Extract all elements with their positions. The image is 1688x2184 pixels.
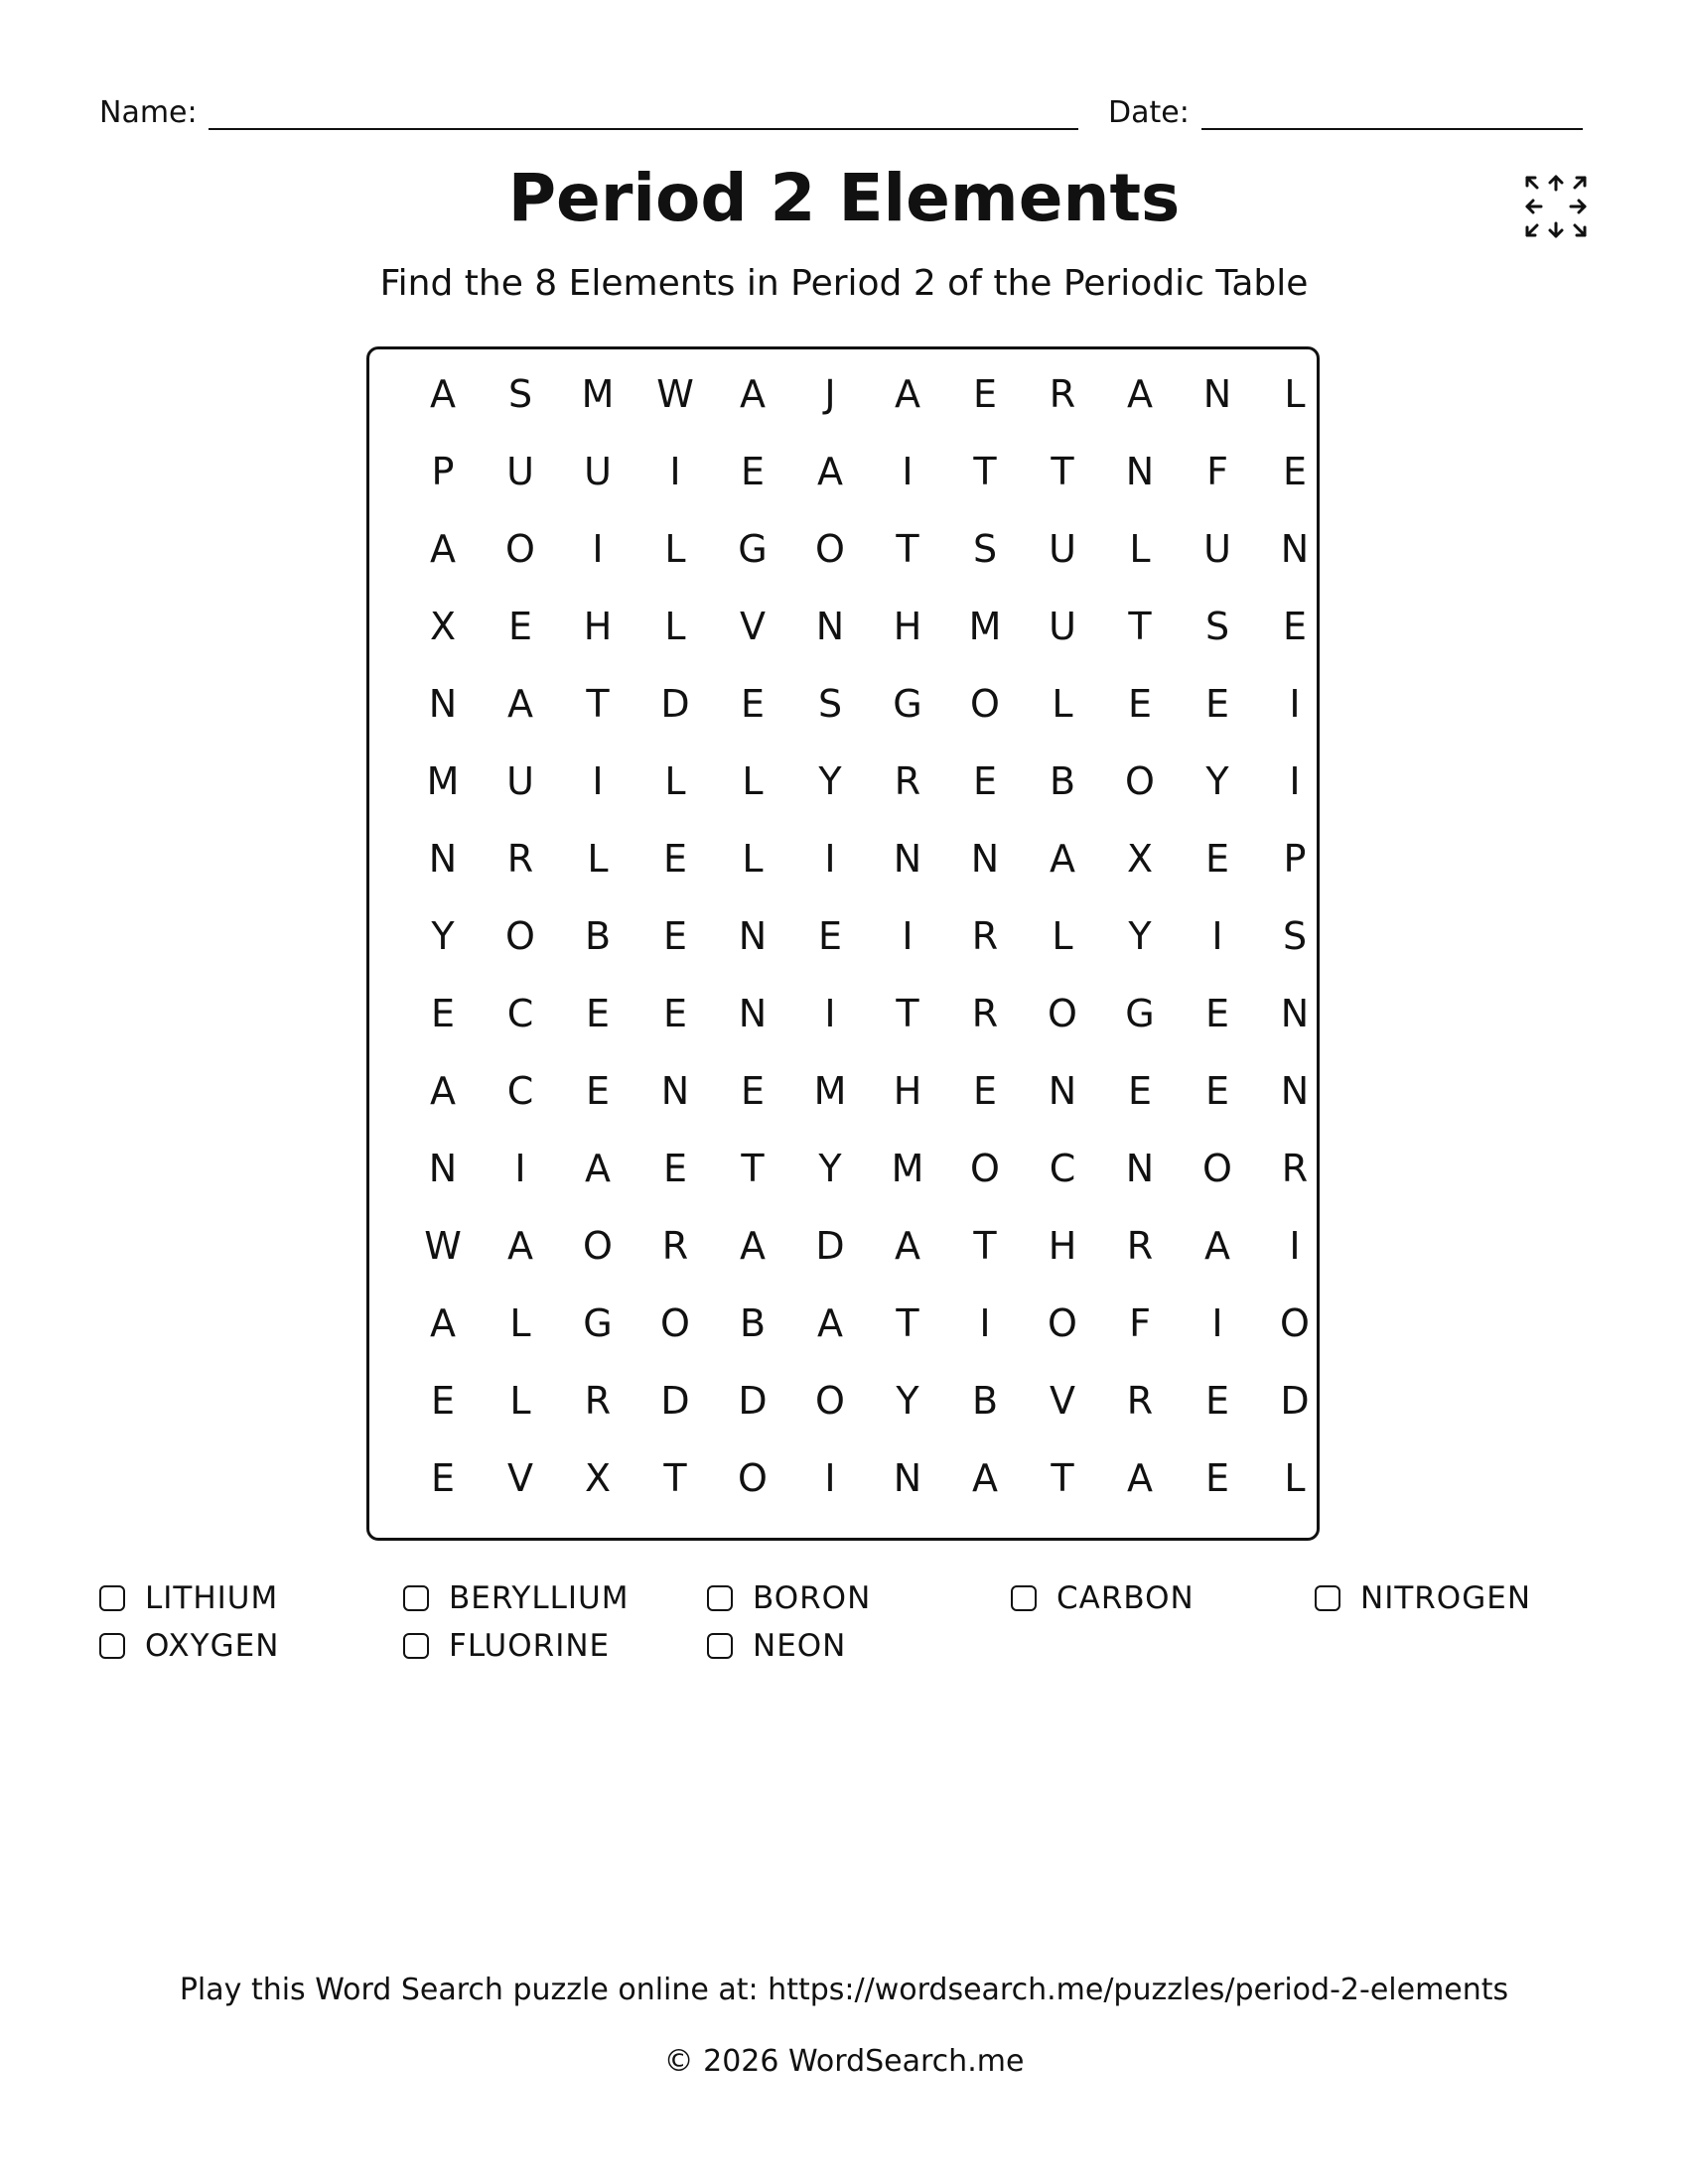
grid-cell[interactable]: S (1282, 914, 1308, 958)
grid-cell[interactable]: U (1049, 605, 1076, 648)
grid-cell[interactable]: N (1280, 992, 1310, 1035)
grid-cell[interactable]: O (505, 914, 535, 958)
grid-cell[interactable]: I (824, 992, 836, 1035)
grid-cell[interactable]: U (584, 450, 612, 493)
grid-cell[interactable]: O (970, 1147, 1000, 1190)
grid-cell[interactable]: T (1051, 1456, 1074, 1500)
grid-cell[interactable]: G (583, 1301, 613, 1345)
grid-cell[interactable]: E (1127, 1069, 1152, 1113)
grid-cell[interactable]: O (1125, 759, 1155, 803)
grid-cell[interactable]: C (506, 992, 534, 1035)
grid-cell[interactable]: N (1202, 372, 1232, 416)
grid-cell[interactable]: Y (431, 914, 455, 958)
grid-cell[interactable]: E (430, 992, 455, 1035)
date-label: Date: (1108, 95, 1190, 130)
grid-cell[interactable]: U (1049, 527, 1076, 571)
grid-cell[interactable]: S (507, 372, 533, 416)
grid-cell[interactable]: A (895, 1224, 920, 1268)
grid-cell[interactable]: E (1282, 450, 1307, 493)
grid-cell[interactable]: E (507, 605, 532, 648)
grid-cell[interactable]: E (662, 992, 687, 1035)
grid-cell[interactable]: R (894, 759, 921, 803)
word-list (99, 1580, 1609, 1664)
grid-cell[interactable]: T (973, 450, 997, 493)
grid-cell[interactable]: W (424, 1224, 462, 1268)
grid-cell[interactable]: E (585, 1069, 610, 1113)
word-label: LITHIUM (145, 1580, 279, 1616)
grid-cell[interactable]: U (506, 759, 534, 803)
word-label: BORON (753, 1580, 872, 1616)
letter-grid[interactable] (404, 355, 1310, 1517)
grid-cell[interactable]: E (1282, 605, 1307, 648)
grid-cell[interactable]: A (1127, 372, 1153, 416)
grid-cell[interactable]: H (893, 605, 922, 648)
grid-cell[interactable]: I (1289, 759, 1301, 803)
grid-cell[interactable]: N (1125, 1147, 1155, 1190)
grid-cell[interactable]: I (669, 450, 681, 493)
grid-cell[interactable]: O (505, 527, 535, 571)
grid-cell[interactable]: I (824, 1456, 836, 1500)
grid-cell[interactable]: H (583, 605, 613, 648)
grid-cell[interactable]: D (815, 1224, 845, 1268)
grid-cell[interactable]: W (656, 372, 694, 416)
grid-cell[interactable]: A (1050, 837, 1075, 881)
grid-cell[interactable]: T (896, 527, 919, 571)
grid-cell[interactable]: T (896, 1301, 919, 1345)
letter-grid-frame (366, 346, 1320, 1541)
grid-cell[interactable]: I (1211, 914, 1223, 958)
grid-cell[interactable]: N (738, 914, 768, 958)
grid-cell[interactable]: S (1204, 605, 1230, 648)
grid-cell[interactable]: M (968, 605, 1002, 648)
grid-cell[interactable]: T (1128, 605, 1152, 648)
grid-cell[interactable]: O (1280, 1301, 1310, 1345)
word-checkbox[interactable] (99, 1633, 125, 1659)
grid-cell[interactable]: T (586, 682, 610, 726)
grid-cell[interactable]: R (584, 1379, 612, 1423)
word-item[interactable] (99, 1580, 403, 1616)
grid-cell[interactable]: H (1048, 1224, 1077, 1268)
grid-cell[interactable]: E (1204, 1456, 1229, 1500)
grid-cell[interactable]: E (972, 1069, 997, 1113)
grid-cell[interactable]: X (584, 1456, 612, 1500)
eight-direction-arrows-icon (1523, 174, 1589, 239)
grid-cell[interactable]: E (740, 450, 765, 493)
grid-cell[interactable]: R (506, 837, 534, 881)
grid-cell[interactable]: O (583, 1224, 613, 1268)
grid-cell[interactable]: N (815, 605, 845, 648)
grid-cell[interactable]: I (592, 527, 604, 571)
grid-cell[interactable]: E (430, 1456, 455, 1500)
grid-cell[interactable]: D (1280, 1379, 1310, 1423)
grid-cell[interactable]: N (1280, 1069, 1310, 1113)
grid-cell[interactable]: O (1048, 1301, 1077, 1345)
grid-cell[interactable]: C (506, 1069, 534, 1113)
grid-cell[interactable]: S (817, 682, 843, 726)
grid-cell[interactable]: J (824, 372, 836, 416)
grid-cell[interactable]: M (813, 1069, 847, 1113)
grid-cell[interactable]: D (660, 1379, 690, 1423)
grid-cell[interactable]: R (971, 992, 999, 1035)
grid-cell[interactable]: P (1283, 837, 1307, 881)
grid-cell[interactable]: E (430, 1379, 455, 1423)
grid-cell[interactable]: X (429, 605, 457, 648)
grid-cell[interactable]: A (507, 1224, 533, 1268)
date-field-line[interactable] (1201, 128, 1583, 130)
grid-cell[interactable]: A (817, 450, 843, 493)
grid-cell[interactable]: I (824, 837, 836, 881)
grid-cell[interactable]: L (1284, 1456, 1306, 1500)
grid-cell[interactable]: A (972, 1456, 998, 1500)
grid-cell[interactable]: O (660, 1301, 690, 1345)
grid-cell[interactable]: F (1206, 450, 1228, 493)
word-label: NITROGEN (1360, 1580, 1532, 1616)
grid-cell[interactable]: N (1280, 527, 1310, 571)
grid-cell[interactable]: L (664, 527, 686, 571)
grid-cell[interactable]: N (428, 837, 458, 881)
grid-cell[interactable]: G (1125, 992, 1155, 1035)
grid-cell[interactable]: O (1048, 992, 1077, 1035)
word-item[interactable] (1315, 1580, 1618, 1616)
grid-cell[interactable]: E (1204, 837, 1229, 881)
word-item[interactable] (403, 1628, 707, 1664)
puzzle-subtitle: Find the 8 Elements in Period 2 of the Periodic Table (379, 263, 1309, 304)
grid-cell[interactable]: M (426, 759, 460, 803)
grid-cell[interactable]: R (1126, 1224, 1154, 1268)
puzzle-title: Period 2 Elements (507, 160, 1181, 236)
grid-cell[interactable]: L (742, 837, 764, 881)
grid-cell[interactable]: L (1129, 527, 1151, 571)
word-checkbox[interactable] (99, 1585, 125, 1611)
grid-cell[interactable]: I (902, 914, 914, 958)
grid-cell[interactable]: L (509, 1301, 531, 1345)
grid-cell[interactable]: I (902, 450, 914, 493)
grid-cell[interactable]: I (514, 1147, 526, 1190)
grid-cell[interactable]: N (428, 1147, 458, 1190)
grid-cell[interactable]: M (891, 1147, 924, 1190)
name-field-line[interactable] (209, 128, 1078, 130)
grid-cell[interactable]: L (509, 1379, 531, 1423)
grid-cell[interactable]: T (1051, 450, 1074, 493)
grid-cell[interactable]: D (738, 1379, 768, 1423)
grid-cell[interactable]: E (972, 759, 997, 803)
grid-cell[interactable]: N (1048, 1069, 1077, 1113)
grid-cell[interactable]: H (893, 1069, 922, 1113)
grid-cell[interactable]: R (971, 914, 999, 958)
grid-cell[interactable]: V (740, 605, 766, 648)
grid-cell[interactable]: Y (818, 1147, 842, 1190)
grid-cell[interactable]: M (581, 372, 615, 416)
grid-cell[interactable]: A (430, 372, 456, 416)
grid-cell[interactable]: R (1126, 1379, 1154, 1423)
grid-cell[interactable]: E (972, 372, 997, 416)
grid-cell[interactable]: O (738, 1456, 768, 1500)
word-label: FLUORINE (449, 1628, 611, 1664)
grid-cell[interactable]: L (1052, 682, 1073, 726)
grid-cell[interactable]: E (1204, 1069, 1229, 1113)
grid-cell[interactable]: U (506, 450, 534, 493)
footer-play-online: Play this Word Search puzzle online at: https://wordsearch.me/puzzles/period-2-elements (179, 1973, 1509, 2007)
grid-cell[interactable]: I (1289, 682, 1301, 726)
grid-cell[interactable]: U (1203, 527, 1231, 571)
grid-cell[interactable]: N (970, 837, 1000, 881)
grid-cell[interactable]: I (592, 759, 604, 803)
grid-cell[interactable]: A (1127, 1456, 1153, 1500)
grid-cell[interactable]: N (660, 1069, 690, 1113)
grid-cell[interactable]: A (895, 372, 920, 416)
grid-cell[interactable]: T (973, 1224, 997, 1268)
grid-cell[interactable]: A (430, 527, 456, 571)
grid-cell[interactable]: E (662, 837, 687, 881)
grid-cell[interactable]: A (817, 1301, 843, 1345)
grid-cell[interactable]: L (742, 759, 764, 803)
grid-cell[interactable]: A (740, 372, 766, 416)
grid-cell[interactable]: I (1289, 1224, 1301, 1268)
grid-cell[interactable]: B (739, 1301, 767, 1345)
word-checkbox[interactable] (403, 1585, 429, 1611)
grid-cell[interactable]: B (584, 914, 612, 958)
word-item[interactable] (1011, 1580, 1315, 1616)
word-item[interactable] (707, 1628, 1011, 1664)
grid-cell[interactable]: V (1050, 1379, 1075, 1423)
word-item[interactable] (403, 1580, 707, 1616)
grid-cell[interactable]: I (979, 1301, 991, 1345)
grid-cell[interactable]: E (1204, 992, 1229, 1035)
grid-cell[interactable]: L (664, 605, 686, 648)
grid-cell[interactable]: O (970, 682, 1000, 726)
word-checkbox[interactable] (1315, 1585, 1340, 1611)
grid-cell[interactable]: E (1127, 682, 1152, 726)
grid-cell[interactable]: A (1204, 1224, 1230, 1268)
grid-cell[interactable]: Y (1128, 914, 1152, 958)
grid-cell[interactable]: R (1281, 1147, 1309, 1190)
grid-cell[interactable]: N (428, 682, 458, 726)
footer-copyright: © 2026 WordSearch.me (663, 2044, 1025, 2079)
grid-cell[interactable]: A (585, 1147, 611, 1190)
grid-cell[interactable]: E (585, 992, 610, 1035)
grid-cell[interactable]: C (1049, 1147, 1076, 1190)
grid-cell[interactable]: R (1049, 372, 1076, 416)
word-label: CARBON (1056, 1580, 1195, 1616)
grid-cell[interactable]: I (1211, 1301, 1223, 1345)
grid-cell[interactable]: N (893, 1456, 922, 1500)
grid-cell[interactable]: L (1284, 372, 1306, 416)
grid-cell[interactable]: O (1202, 1147, 1232, 1190)
grid-cell[interactable]: A (507, 682, 533, 726)
word-label: OXYGEN (145, 1628, 280, 1664)
grid-cell[interactable]: L (1052, 914, 1073, 958)
grid-cell[interactable]: T (896, 992, 919, 1035)
grid-cell[interactable]: V (507, 1456, 533, 1500)
grid-cell[interactable]: F (1129, 1301, 1151, 1345)
word-checkbox[interactable] (403, 1633, 429, 1659)
grid-cell[interactable]: B (1049, 759, 1076, 803)
grid-cell[interactable]: O (815, 1379, 845, 1423)
grid-cell[interactable]: L (664, 759, 686, 803)
grid-cell[interactable]: P (431, 450, 455, 493)
word-checkbox[interactable] (707, 1633, 733, 1659)
grid-cell[interactable]: R (661, 1224, 689, 1268)
grid-cell[interactable]: Y (818, 759, 842, 803)
grid-cell[interactable]: N (1125, 450, 1155, 493)
grid-cell[interactable]: L (587, 837, 609, 881)
grid-cell[interactable]: A (430, 1069, 456, 1113)
name-label: Name: (99, 95, 198, 130)
grid-cell[interactable]: E (662, 914, 687, 958)
grid-cell[interactable]: D (660, 682, 690, 726)
grid-cell[interactable]: N (738, 992, 768, 1035)
grid-cell[interactable]: S (972, 527, 998, 571)
word-checkbox[interactable] (1011, 1585, 1037, 1611)
grid-cell[interactable]: E (1204, 682, 1229, 726)
word-label: BERYLLIUM (449, 1580, 630, 1616)
grid-cell[interactable]: G (738, 527, 768, 571)
grid-cell[interactable]: Y (1205, 759, 1229, 803)
grid-cell[interactable]: N (893, 837, 922, 881)
grid-cell[interactable]: A (430, 1301, 456, 1345)
word-item[interactable] (99, 1628, 403, 1664)
grid-cell[interactable]: O (815, 527, 845, 571)
grid-cell[interactable]: E (817, 914, 842, 958)
word-checkbox[interactable] (707, 1585, 733, 1611)
grid-cell[interactable]: E (662, 1147, 687, 1190)
grid-cell[interactable]: E (740, 682, 765, 726)
grid-cell[interactable]: X (1126, 837, 1154, 881)
grid-cell[interactable]: E (1204, 1379, 1229, 1423)
grid-cell[interactable]: G (893, 682, 922, 726)
grid-cell[interactable]: T (663, 1456, 687, 1500)
grid-cell[interactable]: A (740, 1224, 766, 1268)
grid-cell[interactable]: E (740, 1069, 765, 1113)
word-label: NEON (753, 1628, 847, 1664)
grid-cell[interactable]: T (741, 1147, 765, 1190)
grid-cell[interactable]: Y (896, 1379, 919, 1423)
word-item[interactable] (707, 1580, 1011, 1616)
grid-cell[interactable]: B (971, 1379, 999, 1423)
